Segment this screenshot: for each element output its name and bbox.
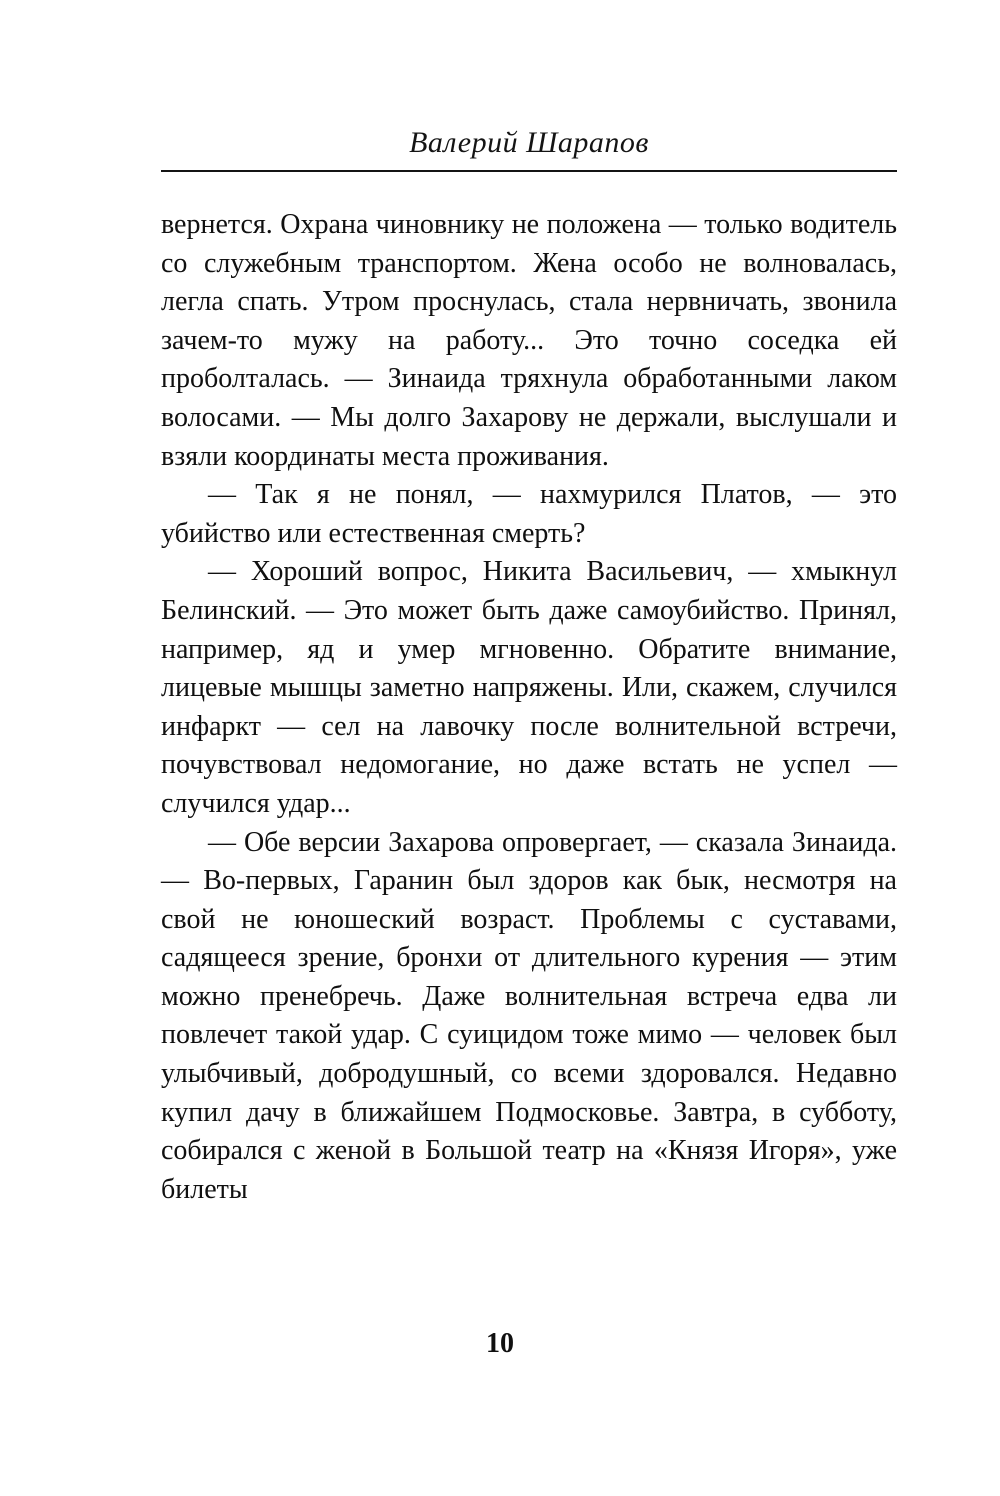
- author-name: Валерий Шарапов: [409, 126, 649, 159]
- paragraph-dialogue: — Обе версии Захарова опровергает, — сказала Зинаида. — Во-первых, Гаранин был здоров как бык, несмотря на свой не юношеский возраст. Проблемы с суставами, садящееся зрение, бронхи от длительного курения — этим можно пренебречь. Даже волнительная встреча едва ли повлечет такой удар. С суицидом тоже мимо — человек был улыбчивый, добродушный, со всеми здоровался. Недавно купил дачу в ближайшем Подмосковье. Завтра, в субботу, собирался с женой в Большой театр на «Князя Игоря», уже билеты: [161, 826, 897, 1205]
- paragraph-dialogue: — Так я не понял, — нахмурился Платов, — это убийство или естественная смерть?: [161, 479, 897, 549]
- paragraph-dialogue: — Хороший вопрос, Никита Васильевич, — хмыкнул Белинский. — Это может быть даже самоубийство. Принял, например, яд и умер мгновенно. Обратите внимание, лицевые мышцы заметно напряжены. Или, скажем, случился инфаркт — сел на лавочку после волнительной встречи, почувствовал недомогание, но даже встать не успел — случился удар...: [161, 556, 897, 819]
- header-rule: [161, 170, 897, 172]
- body-text: [161, 206, 897, 1209]
- page-number: 10: [486, 1328, 514, 1359]
- paragraph-continuation: вернется. Охрана чиновнику не положена — только водитель со служебным транспортом. Жена особо не волновалась, легла спать. Утром проснулась, стала нервничать, звонила зачем-то мужу на работу... Это точно соседка ей проболталась. — Зинаида тряхнула обработанными лаком волосами. — Мы долго Захарову не держали, выслушали и взяли координаты места проживания.: [161, 209, 897, 472]
- running-header: [161, 126, 897, 172]
